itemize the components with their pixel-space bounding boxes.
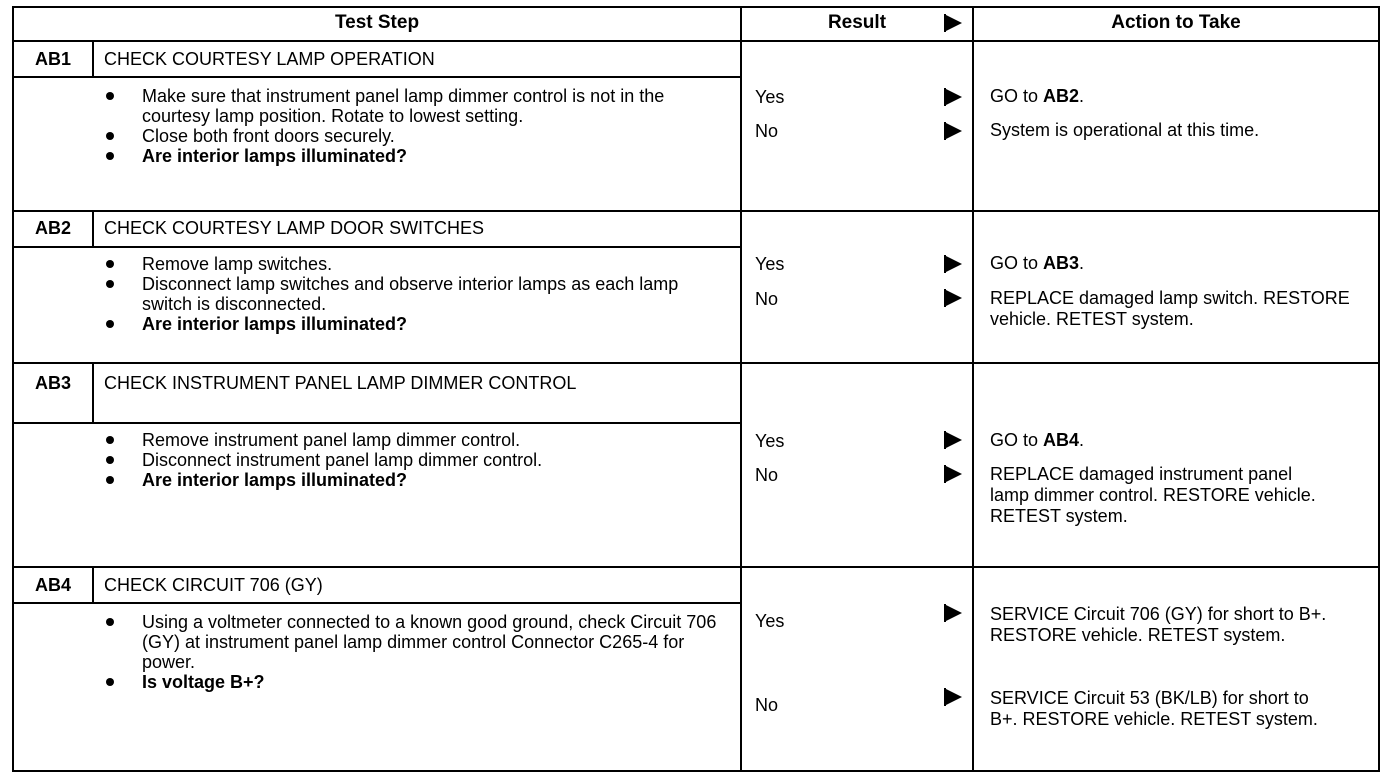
step-question: Are interior lamps illuminated? [104, 146, 724, 166]
arrow-icon [946, 432, 962, 448]
step-code: AB1 [34, 49, 71, 69]
action-text: System is operational at this time. [990, 120, 1260, 140]
instruction-item: Disconnect instrument panel lamp dimmer control. [104, 450, 724, 470]
result-yes: Yes [755, 87, 785, 107]
result-no: No [755, 121, 779, 141]
step-instructions [104, 86, 724, 166]
row-title-divider [12, 76, 740, 78]
step-code: AB2 [34, 218, 71, 238]
action-text: GO to AB4. [990, 430, 1085, 450]
row-title-divider [12, 422, 740, 424]
step-code: AB4 [34, 575, 71, 595]
row-title-divider [12, 246, 740, 248]
action-text: SERVICE Circuit 706 (GY) for short to B+. RESTORE vehicle. RETEST system. [990, 604, 1327, 645]
row-title-divider [12, 602, 740, 604]
instruction-item: Close both front doors securely. [104, 126, 724, 146]
arrow-icon [946, 256, 962, 272]
step-title: CHECK CIRCUIT 706 (GY) [104, 575, 323, 595]
table-right-border [1378, 6, 1380, 772]
result-no: No [755, 289, 779, 309]
header-result: Result [827, 12, 887, 33]
arrow-icon [946, 123, 962, 139]
step-question: Is voltage B+? [104, 672, 724, 692]
table-bottom-border [12, 770, 1380, 772]
step-instructions [104, 612, 724, 692]
step-title: CHECK INSTRUMENT PANEL LAMP DIMMER CONTROL [104, 373, 577, 393]
result-no: No [755, 695, 779, 715]
header-action: Action to Take [1111, 12, 1241, 33]
arrow-icon [946, 89, 962, 105]
header-arrow-icon [946, 15, 962, 31]
arrow-icon [946, 689, 962, 705]
action-text: GO to AB3. [990, 253, 1085, 273]
action-text: REPLACE damaged lamp switch. RESTORE vehicle. RETEST system. [990, 288, 1350, 329]
step-title: CHECK COURTESY LAMP OPERATION [104, 49, 435, 69]
header-bottom-border [12, 40, 1380, 42]
instruction-item: Using a voltmeter connected to a known good ground, check Circuit 706 (GY) at instrument panel lamp dimmer control Connector C265-4 for power. [104, 612, 724, 672]
step-instructions [104, 254, 724, 334]
step-title: CHECK COURTESY LAMP DOOR SWITCHES [104, 218, 485, 238]
step-question: Are interior lamps illuminated? [104, 470, 724, 490]
result-yes: Yes [755, 254, 785, 274]
arrow-icon [946, 466, 962, 482]
instruction-item: Make sure that instrument panel lamp dimmer control is not in the courtesy lamp position. Rotate to lowest setting. [104, 86, 724, 126]
step-question: Are interior lamps illuminated? [104, 314, 724, 334]
instruction-item: Remove lamp switches. [104, 254, 724, 274]
result-yes: Yes [755, 611, 785, 631]
result-no: No [755, 465, 779, 485]
action-text: SERVICE Circuit 53 (BK/LB) for short to B+. RESTORE vehicle. RETEST system. [990, 688, 1318, 729]
result-column-divider [740, 6, 742, 772]
action-column-divider [972, 6, 974, 772]
result-yes: Yes [755, 431, 785, 451]
instruction-item: Disconnect lamp switches and observe interior lamps as each lamp switch is disconnected. [104, 274, 724, 314]
step-code: AB3 [34, 373, 71, 393]
instruction-item: Remove instrument panel lamp dimmer control. [104, 430, 724, 450]
row-divider [12, 210, 1380, 212]
header-test-step: Test Step [334, 12, 420, 33]
step-instructions [104, 430, 724, 490]
arrow-icon [946, 290, 962, 306]
action-text: REPLACE damaged instrument panel lamp dimmer control. RESTORE vehicle. RETEST system. [990, 464, 1316, 526]
arrow-icon [946, 605, 962, 621]
row-divider [12, 566, 1380, 568]
row-divider [12, 362, 1380, 364]
action-text: GO to AB2. [990, 86, 1085, 106]
